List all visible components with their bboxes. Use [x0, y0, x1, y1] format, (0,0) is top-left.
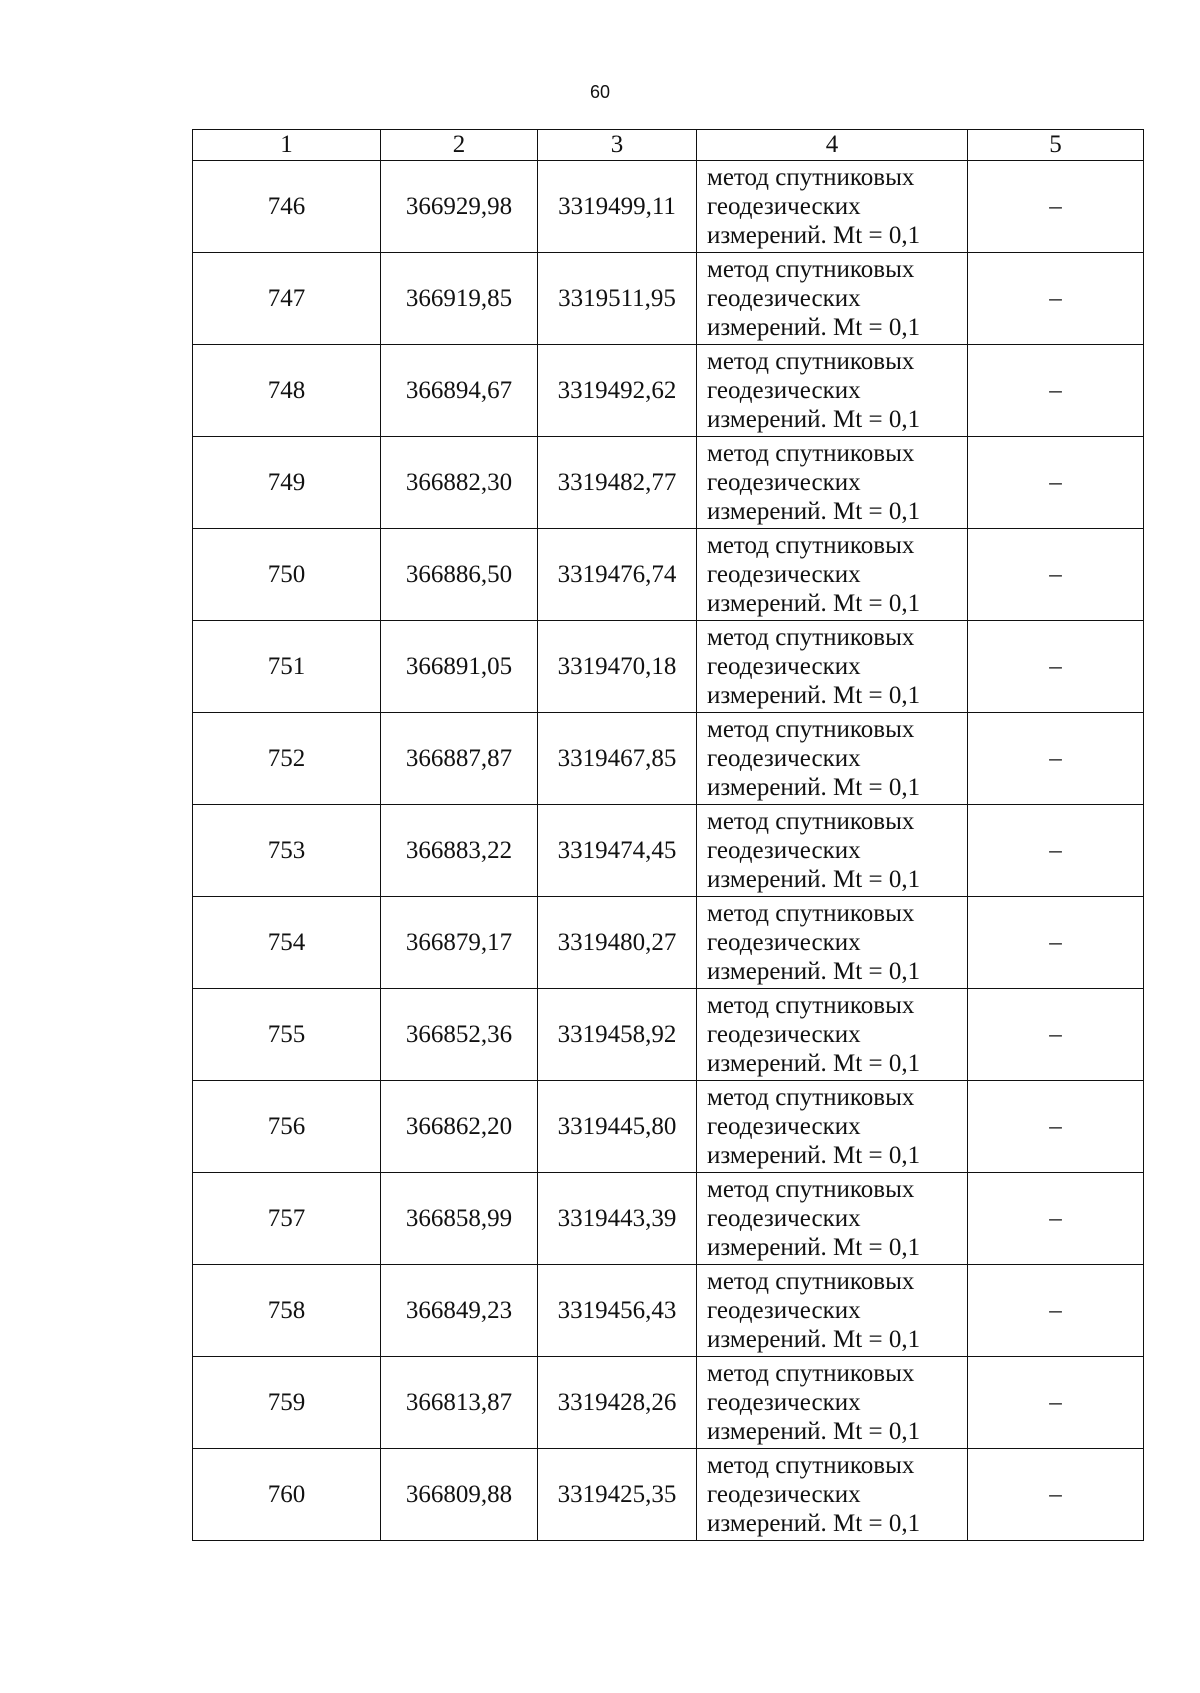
coordinate-y-cell: 3319492,62 [538, 345, 697, 437]
method-line: метод спутниковых [707, 440, 915, 467]
coordinate-y-cell: 3319480,27 [538, 897, 697, 989]
point-number-cell: 753 [193, 805, 381, 897]
coordinate-y-cell: 3319443,39 [538, 1173, 697, 1265]
method-line: метод спутниковых [707, 1452, 915, 1479]
coordinate-y-cell: 3319445,80 [538, 1081, 697, 1173]
method-line: измерений. Mt = 0,1 [707, 866, 921, 893]
point-number-cell: 757 [193, 1173, 381, 1265]
table-row [193, 897, 1144, 989]
coordinate-x-cell: 366882,30 [381, 437, 538, 529]
point-number-cell: 746 [193, 161, 381, 253]
method-line: геодезических [707, 1297, 861, 1324]
coordinate-x-cell: 366929,98 [381, 161, 538, 253]
point-number-cell: 752 [193, 713, 381, 805]
coordinate-x-cell: 366883,22 [381, 805, 538, 897]
method-line: измерений. Mt = 0,1 [707, 1234, 921, 1261]
coordinate-y-cell: 3319482,77 [538, 437, 697, 529]
method-line: измерений. Mt = 0,1 [707, 222, 921, 249]
method-line: измерений. Mt = 0,1 [707, 1510, 921, 1537]
method-cell [697, 1449, 968, 1541]
method-cell [697, 1081, 968, 1173]
header-col-1: 1 [193, 130, 381, 161]
table-row [193, 161, 1144, 253]
column-5-cell: – [968, 1081, 1144, 1173]
header-col-2: 2 [381, 130, 538, 161]
method-line: геодезических [707, 1021, 861, 1048]
method-line: геодезических [707, 1113, 861, 1140]
header-col-4: 4 [697, 130, 968, 161]
table-body [193, 161, 1144, 1541]
coordinate-x-cell: 366852,36 [381, 989, 538, 1081]
method-cell [697, 529, 968, 621]
table-header [193, 130, 1144, 161]
column-5-cell: – [968, 529, 1144, 621]
method-cell [697, 1173, 968, 1265]
coordinate-x-cell: 366809,88 [381, 1449, 538, 1541]
coordinate-y-cell: 3319458,92 [538, 989, 697, 1081]
method-line: геодезических [707, 837, 861, 864]
table-row [193, 1449, 1144, 1541]
method-line: геодезических [707, 1205, 861, 1232]
method-line: геодезических [707, 653, 861, 680]
point-number-cell: 760 [193, 1449, 381, 1541]
coordinate-x-cell: 366858,99 [381, 1173, 538, 1265]
method-line: измерений. Mt = 0,1 [707, 314, 921, 341]
method-line: геодезических [707, 745, 861, 772]
point-number-cell: 754 [193, 897, 381, 989]
column-5-cell: – [968, 253, 1144, 345]
method-line: геодезических [707, 1389, 861, 1416]
column-5-cell: – [968, 437, 1144, 529]
method-line: геодезических [707, 193, 861, 220]
method-cell [697, 713, 968, 805]
coordinate-x-cell: 366849,23 [381, 1265, 538, 1357]
column-5-cell: – [968, 1449, 1144, 1541]
point-number-cell: 751 [193, 621, 381, 713]
method-cell [697, 437, 968, 529]
method-line: измерений. Mt = 0,1 [707, 498, 921, 525]
coordinate-y-cell: 3319476,74 [538, 529, 697, 621]
method-line: метод спутниковых [707, 164, 915, 191]
method-line: метод спутниковых [707, 1268, 915, 1295]
header-col-3: 3 [538, 130, 697, 161]
table-row [193, 805, 1144, 897]
method-line: метод спутниковых [707, 716, 915, 743]
method-line: измерений. Mt = 0,1 [707, 1142, 921, 1169]
column-5-cell: – [968, 805, 1144, 897]
method-cell [697, 897, 968, 989]
method-line: измерений. Mt = 0,1 [707, 406, 921, 433]
column-5-cell: – [968, 1265, 1144, 1357]
coordinate-x-cell: 366862,20 [381, 1081, 538, 1173]
table-row [193, 713, 1144, 805]
column-5-cell: – [968, 1173, 1144, 1265]
table-row [193, 1357, 1144, 1449]
method-line: геодезических [707, 929, 861, 956]
column-5-cell: – [968, 621, 1144, 713]
coordinate-x-cell: 366886,50 [381, 529, 538, 621]
coordinate-y-cell: 3319511,95 [538, 253, 697, 345]
coordinate-y-cell: 3319467,85 [538, 713, 697, 805]
method-cell [697, 621, 968, 713]
column-5-cell: – [968, 161, 1144, 253]
method-line: метод спутниковых [707, 1176, 915, 1203]
table-row [193, 253, 1144, 345]
method-line: метод спутниковых [707, 992, 915, 1019]
method-line: геодезических [707, 469, 861, 496]
point-number-cell: 759 [193, 1357, 381, 1449]
coordinate-y-cell: 3319499,11 [538, 161, 697, 253]
method-line: метод спутниковых [707, 256, 915, 283]
method-cell [697, 1265, 968, 1357]
table-row [193, 621, 1144, 713]
column-5-cell: – [968, 713, 1144, 805]
method-cell [697, 989, 968, 1081]
page-number: 60 [589, 82, 611, 102]
coordinate-x-cell: 366813,87 [381, 1357, 538, 1449]
method-line: измерений. Mt = 0,1 [707, 590, 921, 617]
table-row [193, 1173, 1144, 1265]
method-line: геодезических [707, 1481, 861, 1508]
method-line: измерений. Mt = 0,1 [707, 1326, 921, 1353]
coordinate-y-cell: 3319428,26 [538, 1357, 697, 1449]
header-row [193, 130, 1144, 161]
coordinate-y-cell: 3319425,35 [538, 1449, 697, 1541]
coordinate-y-cell: 3319470,18 [538, 621, 697, 713]
method-line: измерений. Mt = 0,1 [707, 774, 921, 801]
table-row [193, 437, 1144, 529]
method-line: измерений. Mt = 0,1 [707, 1418, 921, 1445]
column-5-cell: – [968, 989, 1144, 1081]
coordinate-x-cell: 366919,85 [381, 253, 538, 345]
point-number-cell: 756 [193, 1081, 381, 1173]
column-5-cell: – [968, 897, 1144, 989]
point-number-cell: 748 [193, 345, 381, 437]
method-cell [697, 345, 968, 437]
method-line: измерений. Mt = 0,1 [707, 1050, 921, 1077]
method-line: измерений. Mt = 0,1 [707, 682, 921, 709]
table-row [193, 1081, 1144, 1173]
coordinate-x-cell: 366887,87 [381, 713, 538, 805]
coordinate-y-cell: 3319474,45 [538, 805, 697, 897]
method-line: метод спутниковых [707, 348, 915, 375]
method-cell [697, 805, 968, 897]
method-line: геодезических [707, 285, 861, 312]
table-row [193, 989, 1144, 1081]
coordinate-x-cell: 366894,67 [381, 345, 538, 437]
method-line: метод спутниковых [707, 532, 915, 559]
header-col-5: 5 [968, 130, 1144, 161]
method-line: метод спутниковых [707, 624, 915, 651]
coordinate-y-cell: 3319456,43 [538, 1265, 697, 1357]
point-number-cell: 749 [193, 437, 381, 529]
coordinate-x-cell: 366879,17 [381, 897, 538, 989]
column-5-cell: – [968, 345, 1144, 437]
method-line: метод спутниковых [707, 1084, 915, 1111]
method-line: измерений. Mt = 0,1 [707, 958, 921, 985]
point-number-cell: 750 [193, 529, 381, 621]
coordinates-table [192, 129, 1144, 1541]
method-cell [697, 161, 968, 253]
method-line: геодезических [707, 561, 861, 588]
method-cell [697, 1357, 968, 1449]
method-line: метод спутниковых [707, 1360, 915, 1387]
method-line: метод спутниковых [707, 900, 915, 927]
method-line: метод спутниковых [707, 808, 915, 835]
coordinate-x-cell: 366891,05 [381, 621, 538, 713]
table-row [193, 345, 1144, 437]
table-row [193, 1265, 1144, 1357]
method-cell [697, 253, 968, 345]
table-row [193, 529, 1144, 621]
point-number-cell: 758 [193, 1265, 381, 1357]
method-line: геодезических [707, 377, 861, 404]
point-number-cell: 755 [193, 989, 381, 1081]
column-5-cell: – [968, 1357, 1144, 1449]
point-number-cell: 747 [193, 253, 381, 345]
